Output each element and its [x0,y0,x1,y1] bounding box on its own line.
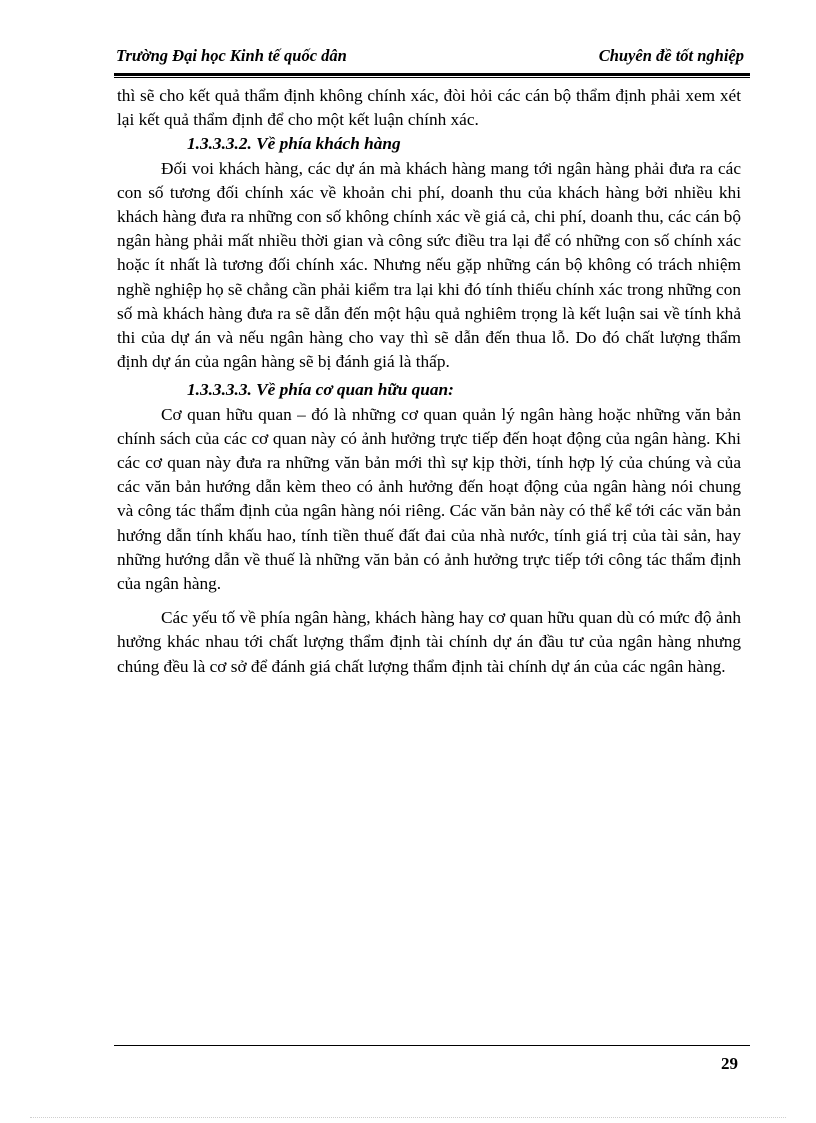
page-header [116,40,750,72]
page-bottom-border [30,1117,786,1118]
page-number: 29 [721,1054,738,1073]
paragraph-customer: Đối voi khách hàng, các dự án mà khách hàng mang tới ngân hàng phải đưa ra các con số tương đối chính xác về khoản chi phí, doanh thu của khách hàng bởi nhiều khi khách hàng đưa ra những con số không chính xác về giá cả, chi phí, doanh thu, các cán bộ ngân hàng phải mất nhiều thời gian và công sức điều tra lại để có những con số chính xác hoặc ít nhất là tương đối chính xác. Nhưng nếu gặp những cán bộ không có trách nhiệm nghề nghiệp họ sẽ chẳng cần phải kiểm tra lại khi đó tính thiếu chính xác trong những con số mà khách hàng đưa ra sẽ dẫn đến một hậu quả nghiêm trọng là kết luận sai về tính khả thi của dự án và nếu ngân hàng cho vay thì sẽ dẫn đến thua lỗ. Do đó chất lượng thẩm định dự án của ngân hàng sẽ bị đánh giá là thấp. [117,158,741,372]
paragraph-continuation: thì sẽ cho kết quả thẩm định không chính xác, đòi hỏi các cán bộ thẩm định phải xem xét lại kết quả thẩm định để cho một kết luận chính xác. [117,86,741,130]
header-school-name: Trường Đại học Kinh tế quốc dân [116,46,347,65]
paragraph-conclusion: Các yếu tố về phía ngân hàng, khách hàng hay cơ quan hữu quan dù có mức độ ảnh hưởng khác nhau tới chất lượng thẩm định tài chính dự án đầu tư của ngân hàng nhưng chúng đều là cơ sở để đánh giá chất lượng thẩm định tài chính dự án của các ngân hàng. [117,608,741,676]
paragraph-authorities: Cơ quan hữu quan – đó là những cơ quan quản lý ngân hàng hoặc những văn bản chính sách của các cơ quan này có ảnh hưởng trực tiếp đến hoạt động của ngân hàng. Khi các cơ quan này đưa ra những văn bản mới thì sự kịp thời, tính hợp lý của chúng và của các văn bản hướng dẫn kèm theo có ảnh hưởng đến hoạt động của ngân hàng nói chung và công tác thẩm định của ngân hàng nói riêng. Các văn bản này có thể kể tới các văn bản hướng dẫn tính khấu hao, tính tiền thuế đất đai của nhà nước, tính giá trị của tài sản, hay những hướng dẫn về thuế là những văn bản có ảnh hưởng trực tiếp tới công tác thẩm định của ngân hàng. [117,404,741,594]
section-heading-customer: 1.3.3.3.2. Về phía khách hàng [187,134,401,154]
header-rule-thin [114,77,750,78]
section-heading-authorities: 1.3.3.3.3. Về phía cơ quan hữu quan: [187,380,454,400]
page-body [117,84,741,679]
header-rule-thick [114,73,750,76]
header-document-type: Chuyên đề tốt nghiệp [598,46,744,65]
footer-rule [114,1045,750,1046]
